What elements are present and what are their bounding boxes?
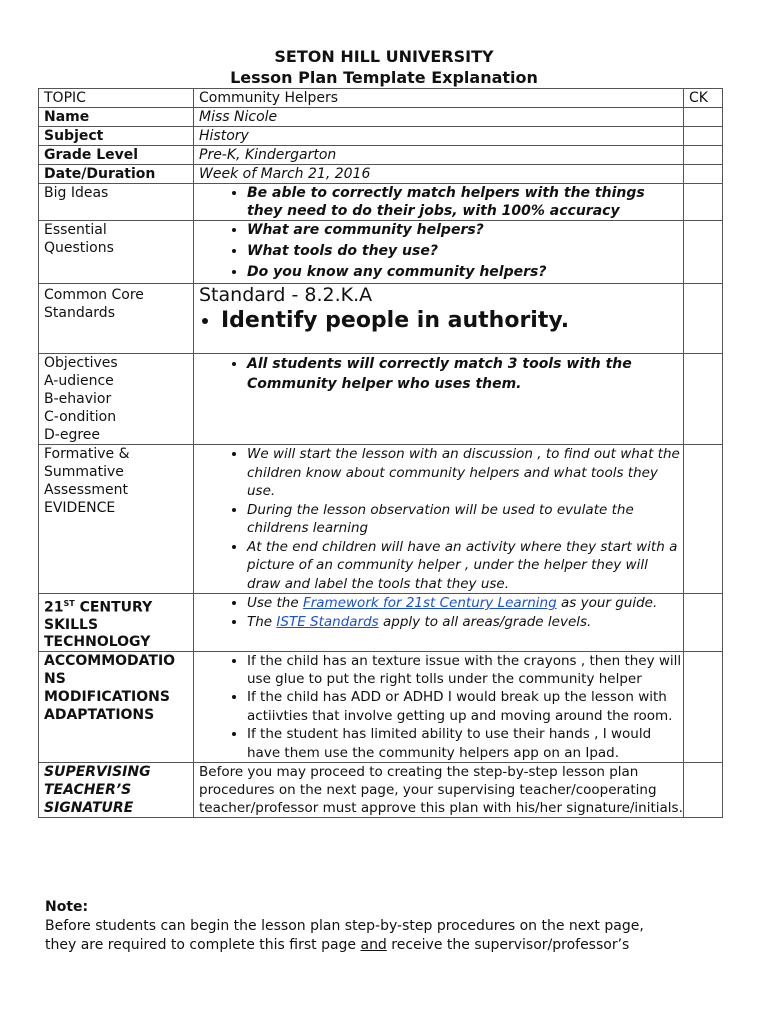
ck-cell[interactable]	[684, 165, 723, 184]
ck-cell[interactable]	[684, 354, 723, 445]
list-item: • What are community helpers?	[247, 221, 683, 239]
ck-cell[interactable]	[684, 146, 723, 165]
label-num: 21	[44, 599, 64, 616]
topic-label: TOPIC	[39, 89, 194, 108]
essential-label	[39, 221, 194, 284]
row-century	[39, 594, 723, 652]
label-line: Essential	[44, 222, 107, 238]
grade-label: Grade Level	[39, 146, 194, 165]
signature-text: Before you may proceed to creating the step-by-step lesson plan procedures on the next page, your supervising teacher/cooperating teacher/professor must approve this plan with his/her signature/initials.	[194, 763, 684, 818]
accommodations-label	[39, 651, 194, 762]
list-item: • We will start the lesson with an discussion , to find out what the children know about community helpers and what tools they use.	[247, 445, 683, 501]
label-line: Common Core	[44, 287, 144, 303]
name-value[interactable]: Miss Nicole	[194, 108, 684, 127]
ck-cell[interactable]	[684, 284, 723, 354]
list-item: • Do you know any community helpers?	[247, 263, 683, 281]
row-date	[39, 165, 723, 184]
date-label: Date/Duration	[39, 165, 194, 184]
century-label	[39, 594, 194, 652]
row-common-core	[39, 284, 723, 354]
note-line	[45, 936, 735, 955]
subject-label: Subject	[39, 127, 194, 146]
ck-cell[interactable]	[684, 108, 723, 127]
row-assessment	[39, 445, 723, 594]
label-line: Assessment	[44, 482, 128, 498]
label-line: NS	[44, 670, 66, 687]
row-accommodations	[39, 651, 723, 762]
label-line: TEACHER’S	[44, 782, 132, 799]
text: as your guide.	[556, 595, 658, 611]
row-subject	[39, 127, 723, 146]
row-signature	[39, 763, 723, 818]
label-line: SIGNATURE	[44, 800, 134, 817]
framework-link[interactable]: Framework for 21st Century Learning	[302, 595, 557, 611]
list-item: • During the lesson observation will be used to evulate the childrens learning	[247, 501, 683, 538]
assessment-label	[39, 445, 194, 594]
label-line: B-ehavior	[44, 391, 112, 407]
row-objectives	[39, 354, 723, 445]
objectives-label	[39, 354, 194, 445]
label-line: ACCOMMODATIO	[44, 652, 176, 669]
label-line: Questions	[44, 240, 114, 256]
list-item: • What tools do they use?	[247, 242, 683, 260]
label-line: Standards	[44, 305, 115, 321]
label-line: D-egree	[44, 427, 101, 443]
big-ideas-value[interactable]	[194, 184, 684, 221]
list-item	[247, 594, 683, 613]
date-value[interactable]: Week of March 21, 2016	[194, 165, 684, 184]
ck-header: CK	[684, 89, 723, 108]
ck-cell[interactable]	[684, 651, 723, 762]
label-line: EVIDENCE	[44, 500, 116, 516]
row-name	[39, 108, 723, 127]
signature-ck-cell[interactable]	[684, 763, 723, 818]
label-rest: CENTURY	[74, 599, 153, 616]
list-item: • If the child has an texture issue with the crayons , then they will use glue to put the right tolls under the community helper	[247, 652, 683, 689]
accommodations-value[interactable]	[194, 651, 684, 762]
text: receive the supervisor/professor’s	[386, 937, 630, 953]
list-item: • All students will correctly match 3 tools with the Community helper who uses them.	[247, 354, 683, 394]
label-line: MODIFICATIONS	[44, 688, 170, 705]
common-core-value[interactable]	[194, 284, 684, 354]
text: apply to all areas/grade levels.	[378, 614, 592, 630]
common-core-label	[39, 284, 194, 354]
big-ideas-label: Big Ideas	[39, 184, 194, 221]
text: Use the	[247, 595, 303, 611]
grade-value[interactable]: Pre-K, Kindergarton	[194, 146, 684, 165]
list-item: • Identify people in authority.	[221, 306, 683, 336]
label-line: Formative &	[44, 446, 130, 462]
list-item: • If the student has limited ability to use their hands , I would have them use the community helpers app on an Ipad.	[247, 725, 683, 762]
note-line: Before students can begin the lesson plan step-by-step procedures on the next page,	[45, 918, 644, 934]
ck-cell[interactable]	[684, 445, 723, 594]
list-item: • Be able to correctly match helpers with the things they need to do their jobs, with 100% accuracy	[247, 184, 683, 220]
row-big-ideas	[39, 184, 723, 221]
label-line: TECHNOLOGY	[44, 633, 151, 650]
lesson-plan-table	[38, 88, 723, 818]
underlined-text: and	[360, 937, 387, 953]
label-line: SKILLS	[44, 616, 99, 633]
ck-cell[interactable]	[684, 127, 723, 146]
essential-value[interactable]	[194, 221, 684, 284]
label-line: A-udience	[44, 373, 114, 389]
ck-cell[interactable]	[684, 221, 723, 284]
row-topic	[39, 89, 723, 108]
label-line: SUPERVISING	[44, 764, 151, 781]
name-label: Name	[39, 108, 194, 127]
list-item	[247, 613, 683, 632]
row-essential	[39, 221, 723, 284]
label-line: Objectives	[44, 355, 118, 371]
objectives-value[interactable]	[194, 354, 684, 445]
iste-standards-link[interactable]: ISTE Standards	[276, 614, 379, 630]
label-line: Summative	[44, 464, 124, 480]
template-title: Lesson Plan Template Explanation	[230, 68, 538, 87]
text: they are required to complete this first page	[45, 937, 361, 953]
row-grade	[39, 146, 723, 165]
signature-label	[39, 763, 194, 818]
university-title: SETON HILL UNIVERSITY	[274, 47, 494, 66]
assessment-value[interactable]	[194, 445, 684, 594]
list-item: • At the end children will have an activity where they start with a picture of an community helper , under the helper they will draw and label the tools that they use.	[247, 538, 683, 594]
subject-value[interactable]: History	[194, 127, 684, 146]
text: The	[247, 614, 277, 630]
list-item: • If the child has ADD or ADHD I would break up the lesson with actiivties that involve getting up and moving around the room.	[247, 688, 683, 725]
label-line: ADAPTATIONS	[44, 706, 155, 723]
ck-cell[interactable]	[684, 594, 723, 652]
label-line: C-ondition	[44, 409, 117, 425]
label-sup: ST	[63, 599, 75, 608]
topic-value[interactable]: Community Helpers	[194, 89, 684, 108]
note-section	[45, 898, 735, 955]
century-value[interactable]	[194, 594, 684, 652]
ck-cell[interactable]	[684, 184, 723, 221]
standard-code: Standard - 8.2.K.A	[199, 284, 373, 306]
note-heading: Note:	[45, 899, 89, 915]
label-line	[44, 595, 193, 617]
